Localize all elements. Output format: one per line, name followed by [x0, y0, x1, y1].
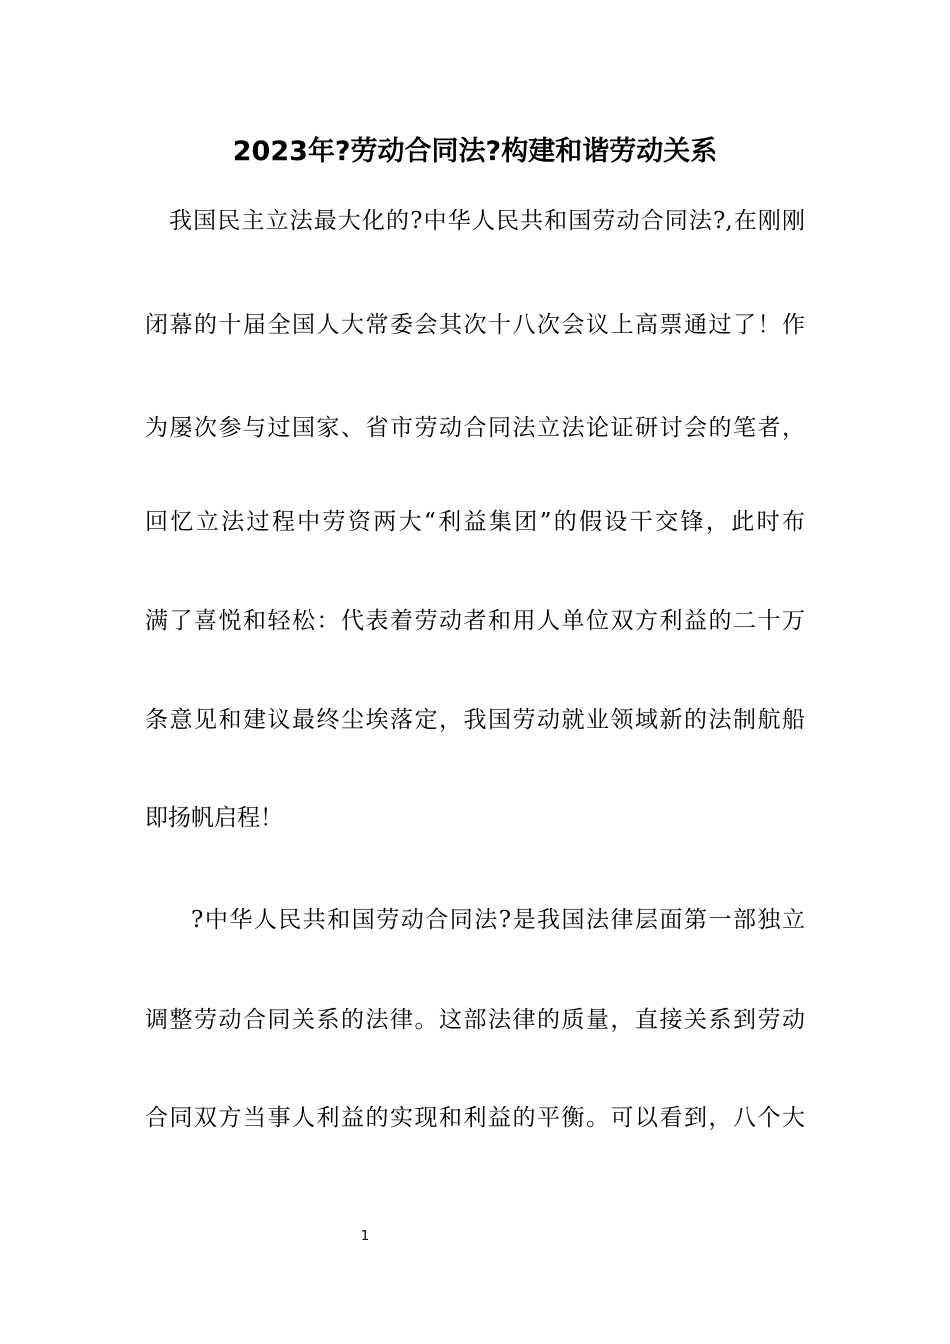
paragraph-1-line-4: 回忆立法过程中劳资两大“利益集团”的假设干交锋，此时布 [145, 509, 805, 535]
page-number: 1 [360, 1229, 370, 1244]
paragraph-1-line-5: 满了喜悦和轻松：代表着劳动者和用人单位双方利益的二十万 [145, 608, 805, 634]
paragraph-1-line-6: 条意见和建议最终尘埃落定，我国劳动就业领域新的法制航船 [145, 707, 805, 733]
paragraph-1-line-3: 为屡次参与过国家、省市劳动合同法立法论证研讨会的笔者， [145, 415, 805, 441]
paragraph-1-line-1: 我国民主立法最大化的?中华人民共和国劳动合同法?,在刚刚 [169, 208, 805, 234]
document-title: 2023年?劳动合同法?构建和谐劳动关系 [232, 136, 718, 167]
paragraph-2-line-2: 调整劳动合同关系的法律。这部法律的质量，直接关系到劳动 [145, 1007, 805, 1033]
paragraph-1-line-7: 即扬帆启程！ [145, 805, 283, 831]
paragraph-1-line-2: 闭幕的十届全国人大常委会其次十八次会议上高票通过了！作 [145, 312, 805, 338]
paragraph-2-line-3: 合同双方当事人利益的实现和利益的平衡。可以看到，八个大 [145, 1105, 805, 1131]
paragraph-2-line-1: ?中华人民共和国劳动合同法?是我国法律层面第一部独立 [191, 907, 805, 933]
